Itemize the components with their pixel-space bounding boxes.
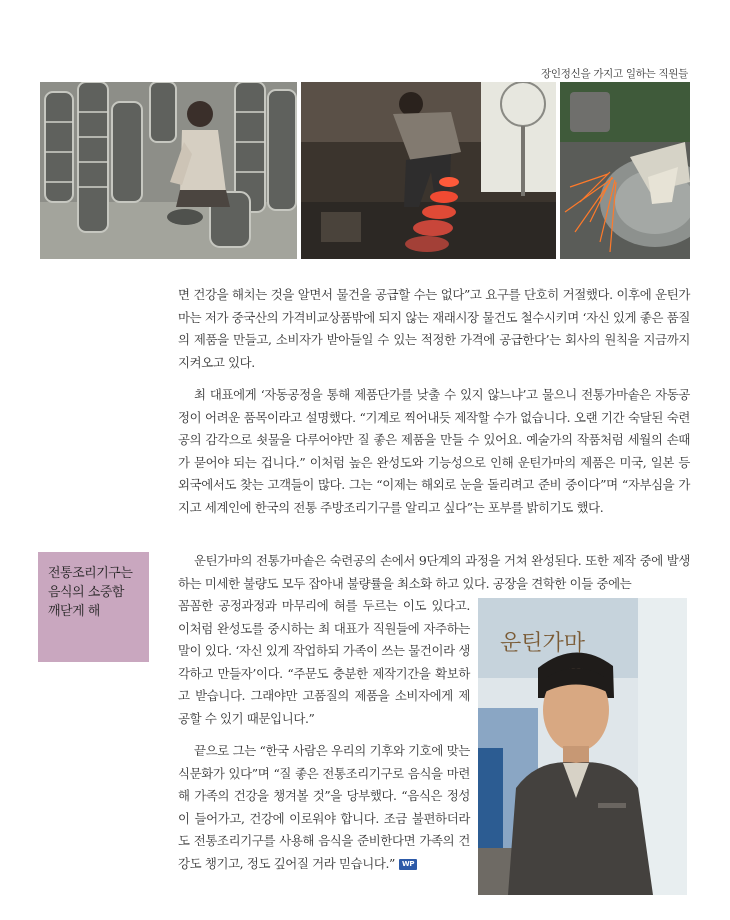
article-paragraph-3-top	[178, 550, 690, 595]
article-text-body: 끝으로 그는 “한국 사람은 우리의 기후와 기호에 맞는 식문화가 있다”며 “질 좋은 전통조리기구로 음식을 마련해 가족의 건강을 챙겨볼 것”을 당부했다. “음식은 정성이 들어가고, 건강에 이로워야 합니다. 조금 불편하더라도 전통조리기구를 사용해 음식을 준비한다면 가족의 건강도 챙기고, 정도 깊어질 거라 믿습니다.”	[178, 743, 470, 871]
sign-text: 운틴가마	[500, 631, 586, 656]
article-paragraph-2	[178, 384, 690, 519]
end-mark-badge: WP	[399, 859, 417, 870]
article-text: 최 대표에게 ‘자동공정을 통해 제품단가를 낮출 수 있지 않느냐’고 물으니 전통가마솥은 자동공정이 어려운 품목이라고 설명했다. “기계로 찍어내듯 제작할 수가 없습니다. 오랜 기간 숙달된 숙련공의 감각으로 쇳물을 다루어야만 질 좋은 제품을 만들 수 있어요. 예술가의 작품처럼 세월의 손때가 묻어야 되는 겁니다.” 이처럼 높은 완성도와 기능성으로 인해 운틴가마의 제품은 미국, 일본 등 외국에서도 찾는 고객들이 많다. 그는 “이제는 해외로 눈을 돌리려고 준비 중이다”며 “자부심을 가지고 세계인에 한국의 전통 주방조리기구를 알리고 싶다”는 포부를 밝히기도 했다.	[178, 387, 690, 515]
article-paragraph-4	[178, 740, 470, 875]
article-text	[178, 740, 470, 875]
article-paragraph-3-bottom	[178, 595, 470, 730]
pull-quote-box	[38, 552, 149, 662]
section-header: 장인정신을 가지고 일하는 직원들	[541, 68, 688, 80]
photo-worker-at-furnace	[301, 82, 556, 259]
article-text: 운틴가마의 전통가마솥은 숙련공의 손에서 9단계의 과정을 거쳐 완성된다. 또한 제작 중에 발생하는 미세한 불량도 모두 잡아내 불량률을 최소화 하고 있다. 공장을 견학한 이들 중에는	[178, 553, 690, 591]
photo-grinding-sparks	[560, 82, 690, 259]
pull-quote-text: 전통조리기구는 음식의 소중함 깨닫게 해	[48, 566, 133, 619]
article-text: 면 건강을 해치는 것을 알면서 물건을 공급할 수는 없다”고 요구를 단호히 거절했다. 이후에 운틴가마는 저가 중국산의 가격비교상품밖에 되지 않는 재래시장 물건도 철수시키며 ‘자신 있게 좋은 품질의 제품을 만들고, 소비자가 받아들일 수 있는 적정한 가격에 공급한다’는 회사의 원칙을 지금까지 지켜오고 있다.	[178, 287, 690, 370]
photo-worker-stacking-pots	[40, 82, 297, 259]
article-paragraph-1	[178, 284, 690, 374]
photo-ceo-portrait	[478, 598, 687, 895]
article-text: 꼼꼼한 공정과정과 마무리에 혀를 두르는 이도 있다고. 이처럼 완성도를 중시하는 최 대표가 직원들에 자주하는 말이 있다. ‘자신 있게 작업하되 가족이 쓰는 물건이라 생각하고 만들자’이다. “주문도 충분한 제작기간을 확보하고 받습니다. 그래야만 고품질의 제품을 소비자에게 제공할 수 있기 때문입니다.”	[178, 598, 470, 726]
